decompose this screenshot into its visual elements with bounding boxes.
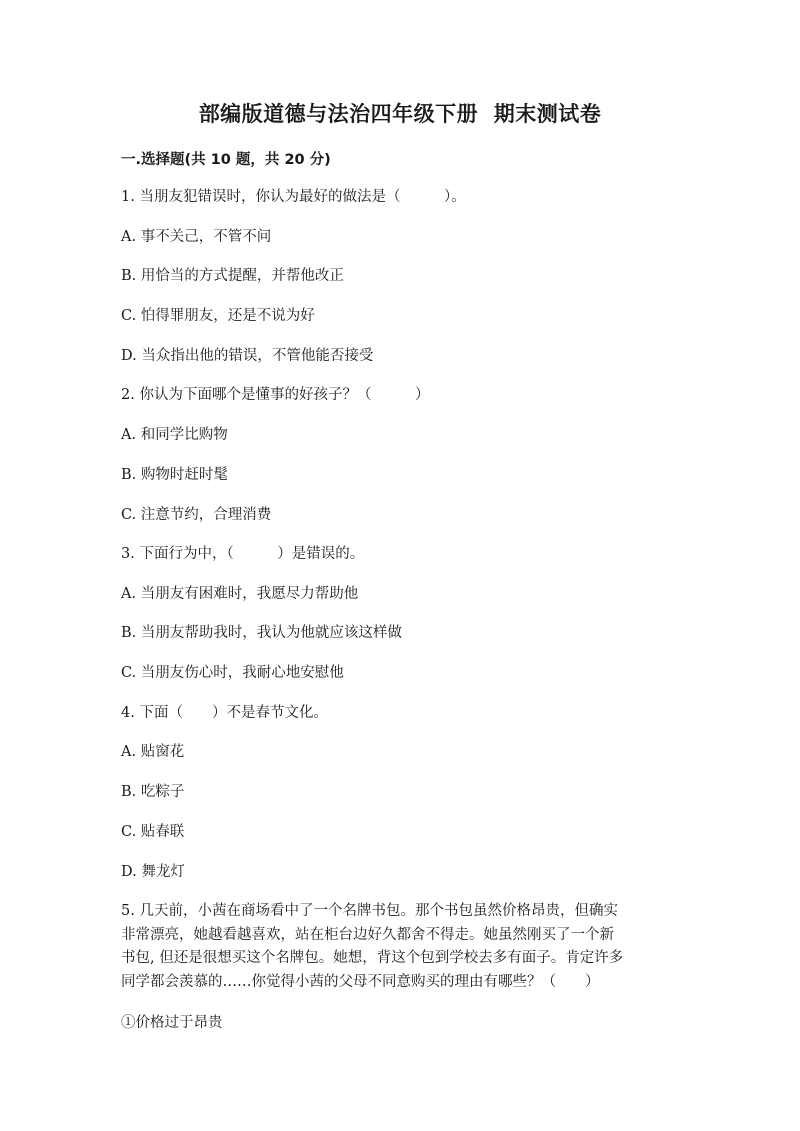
question-5-stem-line-2: 非常漂亮，她越看越喜欢，站在柜台边好久都舍不得走。她虽然刚买了一个新 bbox=[121, 926, 614, 943]
question-2-option-b: B. 购物时赶时髦 bbox=[121, 467, 228, 483]
question-4-option-b: B. 吃粽子 bbox=[121, 784, 185, 800]
question-5-stem-line-1: 5. 几天前，小茜在商场看中了一个名牌书包。那个书包虽然价格昂贵，但确实 bbox=[121, 903, 618, 919]
document-title: 部编版道德与法治四年级下册 期末测试卷 bbox=[198, 102, 602, 126]
question-5-stem-line-3: 书包, 但还是很想买这个名牌包。她想，背这个包到学校去多有面子。肯定许多 bbox=[121, 950, 624, 966]
question-4-option-c: C. 贴春联 bbox=[121, 824, 185, 840]
question-4-stem: 4. 下面（ ）不是春节文化。 bbox=[121, 705, 328, 721]
question-1-option-d: D. 当众指出他的错误，不管他能否接受 bbox=[121, 348, 374, 364]
question-5-stem-line-4: 同学都会羡慕的……你觉得小茜的父母不同意购买的理由有哪些？（ ） bbox=[121, 973, 600, 990]
question-2-stem: 2. 你认为下面哪个是懂事的好孩子？（ ） bbox=[121, 387, 430, 403]
question-1-option-a: A. 事不关己，不管不问 bbox=[121, 229, 272, 245]
question-5-stem bbox=[121, 900, 681, 994]
question-2-option-c: C. 注意节约，合理消费 bbox=[121, 507, 272, 523]
section-heading: 一.选择题(共 10 题，共 20 分) bbox=[121, 152, 331, 168]
question-5-option-1: ①价格过于昂贵 bbox=[121, 1015, 223, 1031]
question-3-stem: 3. 下面行为中，（ ）是错误的。 bbox=[121, 546, 365, 562]
question-3-option-c: C. 当朋友伤心时，我耐心地安慰他 bbox=[121, 665, 344, 681]
question-1-stem: 1. 当朋友犯错误时，你认为最好的做法是（ ）。 bbox=[121, 189, 466, 205]
question-2-option-a: A. 和同学比购物 bbox=[121, 427, 228, 443]
question-1-option-b: B. 用恰当的方式提醒，并帮他改正 bbox=[121, 268, 344, 284]
question-1-option-c: C. 怕得罪朋友，还是不说为好 bbox=[121, 308, 315, 324]
question-3-option-a: A. 当朋友有困难时，我愿尽力帮助他 bbox=[121, 586, 359, 602]
question-4-option-a: A. 贴窗花 bbox=[121, 744, 185, 760]
question-3-option-b: B. 当朋友帮助我时，我认为他就应该这样做 bbox=[121, 625, 402, 641]
question-4-option-d: D. 舞龙灯 bbox=[121, 864, 185, 880]
